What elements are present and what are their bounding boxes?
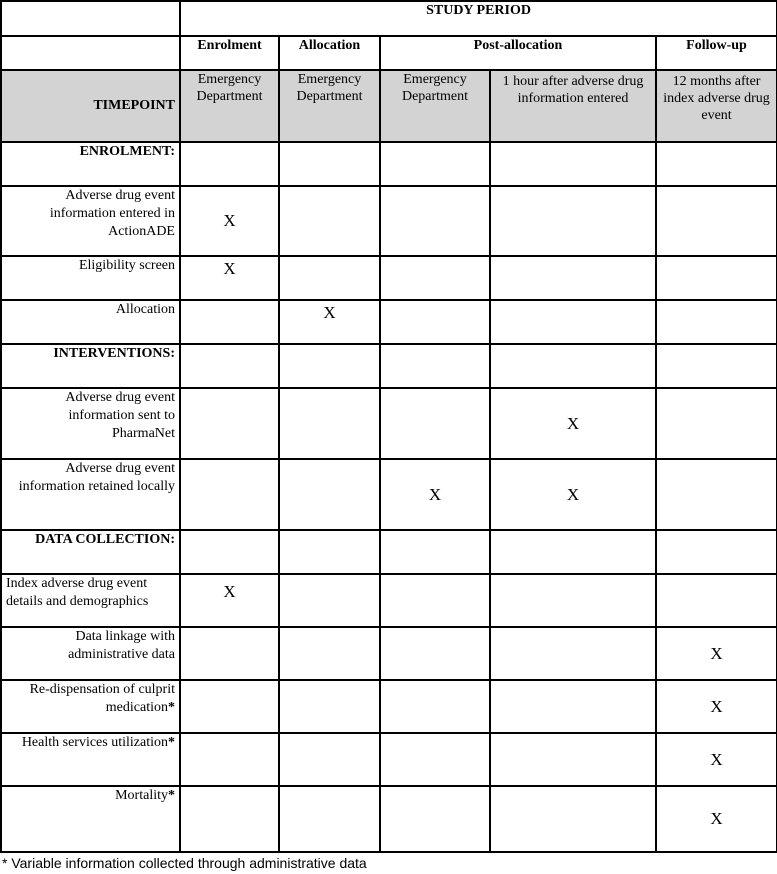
table-cell [380,530,490,574]
mark-cell: X [656,786,777,852]
table-cell [180,530,279,574]
mark-cell [279,627,380,680]
mark-cell [490,680,656,733]
mark-cell: X [490,459,656,530]
table-row [1,574,777,627]
table-row [1,786,777,852]
mark-cell [490,733,656,786]
table-cell [490,142,656,186]
timepoint-cell: 1 hour after adverse drug information entered [490,70,656,142]
mark-cell [656,459,777,530]
mark-cell [656,574,777,627]
row-label [1,733,180,786]
mark-cell [180,786,279,852]
col-header-post-allocation: Post-allocation [380,36,656,70]
table-cell [279,142,380,186]
mark-cell: X [180,256,279,300]
mark-cell [279,256,380,300]
table-cell [380,142,490,186]
row-label: Adverse drug event information sent to PharmaNet [1,388,180,459]
row-label: Index adverse drug event details and demographics [1,574,180,627]
mark-cell [490,574,656,627]
row-label-text: Mortality [115,788,168,803]
timepoint-label: TIMEPOINT [1,70,180,142]
mark-cell: X [180,186,279,256]
mark-cell [380,680,490,733]
section-row-enrolment [1,142,777,186]
section-row-interventions [1,344,777,388]
mark-cell: X [656,627,777,680]
table-cell [490,530,656,574]
mark-cell [490,627,656,680]
table-cell [180,344,279,388]
row-label-text: Health services utilization [21,735,168,750]
mark-cell [490,786,656,852]
timepoint-cell: Emergency Department [380,70,490,142]
mark-cell [180,459,279,530]
mark-cell [380,786,490,852]
mark-cell [180,627,279,680]
mark-cell [279,733,380,786]
table-row [1,388,777,459]
phase-header-row [1,36,777,70]
mark-cell [490,186,656,256]
mark-cell: X [380,459,490,530]
mark-cell [279,786,380,852]
mark-cell [279,388,380,459]
table-cell [656,344,777,388]
section-title: DATA COLLECTION: [1,530,180,574]
table-cell [656,142,777,186]
mark-cell [656,256,777,300]
table-cell [656,530,777,574]
timepoint-cell: Emergency Department [279,70,380,142]
table-footnote: * Variable information collected through administrative data [2,855,367,871]
section-row-data-collection [1,530,777,574]
table-row [1,680,777,733]
table-row [1,459,777,530]
mark-cell [180,300,279,344]
row-label [1,680,180,733]
table-row [1,300,777,344]
table-row [1,186,777,256]
mark-cell [490,300,656,344]
row-label: Eligibility screen [1,256,180,300]
mark-cell [279,459,380,530]
row-label: Data linkage with administrative data [1,627,180,680]
mark-cell [490,256,656,300]
mark-cell [656,388,777,459]
timepoint-cell: 12 months after index adverse drug event [656,70,777,142]
mark-cell [380,627,490,680]
mark-cell [279,680,380,733]
mark-cell [180,680,279,733]
timepoint-cell: Emergency Department [180,70,279,142]
section-title: ENROLMENT: [1,142,180,186]
table-cell [490,344,656,388]
mark-cell [380,186,490,256]
mark-cell [279,574,380,627]
mark-cell [380,388,490,459]
mark-cell [279,186,380,256]
table-cell [279,344,380,388]
corner-cell [1,1,180,36]
study-period-row [1,1,777,36]
table-row [1,733,777,786]
table-cell [180,142,279,186]
row-label-text: Re-dispensation of culprit medication [29,682,175,715]
footnote-marker: * [168,735,175,750]
row-label: Allocation [1,300,180,344]
mark-cell: X [656,733,777,786]
table-row [1,256,777,300]
mark-cell [180,733,279,786]
section-title: INTERVENTIONS: [1,344,180,388]
footnote-marker: * [168,700,175,715]
mark-cell: X [656,680,777,733]
mark-cell [380,256,490,300]
row-label [1,786,180,852]
row-label: Adverse drug event information retained locally [1,459,180,530]
phase-label-cell [1,36,180,70]
mark-cell [656,300,777,344]
mark-cell: X [279,300,380,344]
footnote-marker: * [168,788,175,803]
mark-cell: X [180,574,279,627]
mark-cell [656,186,777,256]
timepoint-row [1,70,777,142]
table-row [1,627,777,680]
mark-cell [380,300,490,344]
col-header-follow-up: Follow-up [656,36,777,70]
study-period-header: STUDY PERIOD [180,1,777,36]
mark-cell [380,574,490,627]
row-label: Adverse drug event information entered in ActionADE [1,186,180,256]
col-header-enrolment: Enrolment [180,36,279,70]
mark-cell [180,388,279,459]
mark-cell: X [490,388,656,459]
col-header-allocation: Allocation [279,36,380,70]
mark-cell [380,733,490,786]
table-cell [279,530,380,574]
table-cell [380,344,490,388]
